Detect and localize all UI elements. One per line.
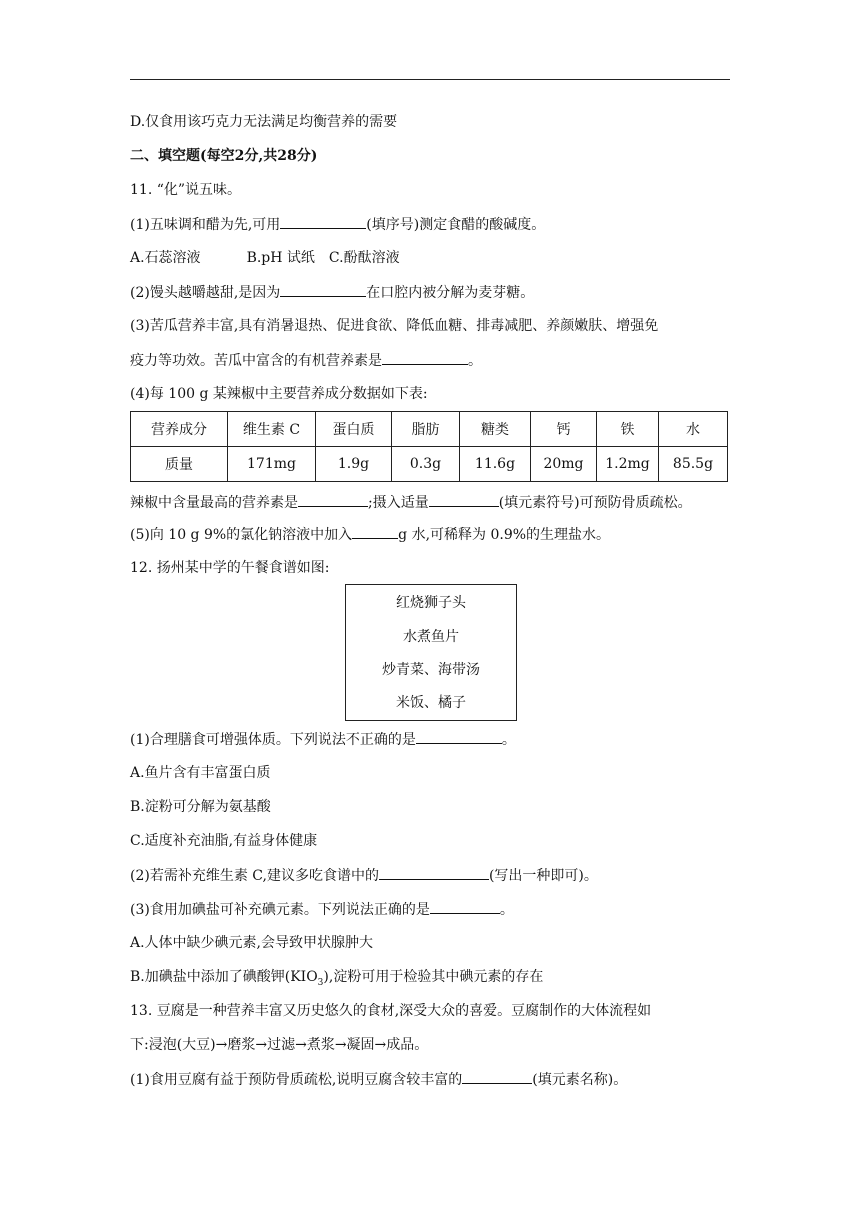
table-cell: 质量 [131, 447, 228, 482]
table-cell: 171mg [228, 447, 316, 482]
table-cell: 脂肪 [392, 412, 460, 447]
q11-part1: (1)五味调和醋为先,可用 (填序号)测定食醋的酸碱度。 [130, 214, 545, 235]
answer-blank[interactable] [352, 524, 398, 539]
answer-blank[interactable] [280, 214, 366, 229]
table-cell: 水 [659, 412, 728, 447]
answer-blank[interactable] [280, 282, 366, 297]
menu-item: 水煮鱼片 [403, 629, 459, 645]
q13-line2: 下:浸泡(大豆)→磨浆→过滤→煮浆→凝固→成品。 [130, 1037, 429, 1053]
answer-blank[interactable] [462, 1069, 532, 1084]
q12-part3-option-a: A.人体中缺少碘元素,会导致甲状腺肿大 [130, 935, 374, 951]
table-cell: 0.3g [392, 447, 460, 482]
table-cell: 85.5g [659, 447, 728, 482]
table-cell: 1.9g [316, 447, 392, 482]
lunch-menu-box [345, 584, 517, 721]
q11-part3-line1: (3)苦瓜营养丰富,具有消暑退热、促进食欲、降低血糖、排毒减肥、养颜嫩肤、增强免 [130, 318, 659, 334]
table-row [131, 447, 728, 482]
q12-part2: (2)若需补充维生素 C,建议多吃食谱中的 (写出一种即可)。 [130, 865, 598, 886]
q11-part4-answer: 辣椒中含量最高的营养素是 ;摄入适量 (填元素符号)可预防骨质疏松。 [130, 492, 692, 513]
answer-blank[interactable] [298, 492, 368, 507]
table-cell: 蛋白质 [316, 412, 392, 447]
q11-part1-options [130, 248, 400, 268]
table-cell: 铁 [597, 412, 659, 447]
q11-part5: (5)向 10 g 9%的氯化钠溶液中加入 g 水,可稀释为 0.9%的生理盐水。 [130, 524, 610, 545]
q11-part2: (2)馒头越嚼越甜,是因为 在口腔内被分解为麦芽糖。 [130, 282, 534, 303]
option-a: A.石蕊溶液 [130, 250, 201, 266]
menu-item: 红烧狮子头 [396, 595, 466, 611]
table-cell: 钙 [531, 412, 597, 447]
table-cell: 糖类 [460, 412, 531, 447]
q12-option-b: B.淀粉可分解为氨基酸 [130, 799, 271, 815]
menu-item: 炒青菜、海带汤 [382, 662, 480, 678]
q11-part4: (4)每 100 g 某辣椒中主要营养成分数据如下表: [130, 386, 428, 402]
option-c: C.酚酞溶液 [328, 250, 400, 266]
table-cell: 1.2mg [597, 447, 659, 482]
table-header-row [131, 412, 728, 447]
q12-part1: (1)合理膳食可增强体质。下列说法不正确的是 。 [130, 729, 516, 750]
option-b: B.pH 试纸 [246, 250, 315, 266]
menu-item: 米饭、橘子 [396, 695, 466, 711]
option-d: D.仅食用该巧克力无法满足均衡营养的需要 [130, 114, 398, 130]
q11-stem: 11. “化”说五味。 [130, 182, 242, 198]
q12-part3-option-b: B.加碘盐中添加了碘酸钾$(KIO_3)$,淀粉可用于检验其中碘元素的存在 [130, 969, 544, 988]
answer-blank[interactable] [416, 729, 502, 744]
answer-blank[interactable] [430, 899, 500, 914]
table-cell: 11.6g [460, 447, 531, 482]
answer-blank[interactable] [379, 865, 489, 880]
q12-part3: (3)食用加碘盐可补充碘元素。下列说法正确的是 。 [130, 899, 514, 920]
q11-part3-line2: 疫力等功效。苦瓜中富含的有机营养素是 。 [130, 350, 482, 371]
table-cell: 20mg [531, 447, 597, 482]
q13-part1: (1)食用豆腐有益于预防骨质疏松,说明豆腐含较丰富的 (填元素名称)。 [130, 1069, 627, 1090]
q12-option-c: C.适度补充油脂,有益身体健康 [130, 833, 318, 849]
q12-option-a: A.鱼片含有丰富蛋白质 [130, 765, 271, 781]
answer-blank[interactable] [429, 492, 499, 507]
table-cell: 维生素 C [228, 412, 316, 447]
nutrition-table [130, 411, 728, 482]
q12-stem: 12. 扬州某中学的午餐食谱如图: [130, 560, 330, 576]
header-rule [130, 79, 730, 80]
section-heading: 二、填空题(每空2分,共28分) [130, 148, 318, 164]
q13-line1: 13. 豆腐是一种营养丰富又历史悠久的食材,深受大众的喜爱。豆腐制作的大体流程如 [130, 1003, 652, 1019]
answer-blank[interactable] [382, 350, 468, 365]
table-cell: 营养成分 [131, 412, 228, 447]
